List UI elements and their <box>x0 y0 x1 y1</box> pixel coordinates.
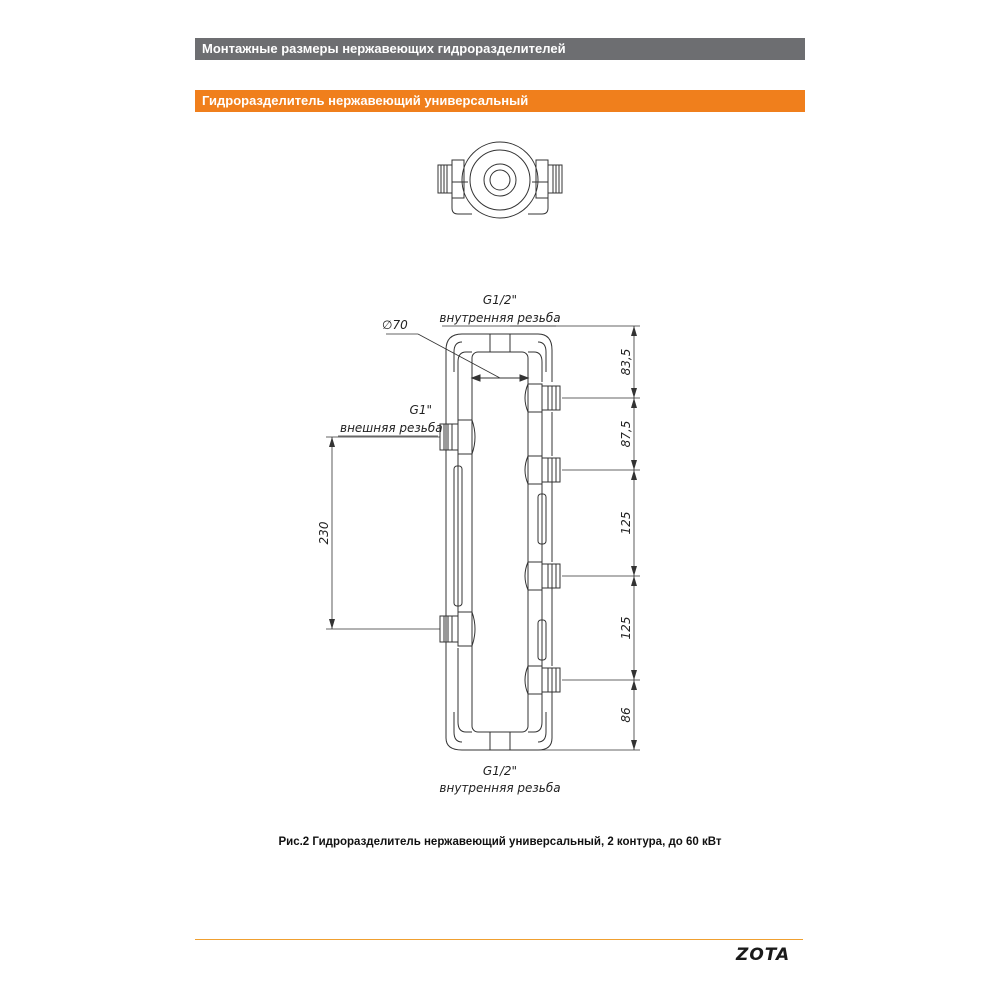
brand-logo: ZOTA <box>736 945 791 965</box>
dimension-83-5: 83,5 <box>619 348 633 376</box>
dimension-86: 86 <box>619 707 633 723</box>
dimension-125-a: 125 <box>619 511 633 535</box>
top-thread-desc: внутренняя резьба <box>439 311 561 325</box>
bottom-thread-label: G1/2" <box>482 764 518 778</box>
left-dimension <box>326 437 440 629</box>
left-nipple-top <box>440 420 475 454</box>
side-thread-desc: внешняя резьба <box>340 421 443 435</box>
left-nipple-bottom <box>440 612 475 646</box>
front-view <box>446 334 552 750</box>
section-title: Гидроразделитель нержавеющий универсальный <box>195 90 805 112</box>
right-nipple-1 <box>525 384 560 412</box>
right-dimension-chain <box>510 326 640 750</box>
right-nipple-2 <box>525 456 560 484</box>
header-title: Монтажные размеры нержавеющих гидроразделителей <box>195 38 805 60</box>
side-thread-label: G1" <box>409 403 432 417</box>
figure-caption: Рис.2 Гидроразделитель нержавеющий универсальный, 2 контура, до 60 кВт <box>278 836 722 848</box>
dimension-125-b: 125 <box>619 616 633 640</box>
diameter-label: ∅70 <box>382 318 408 332</box>
right-nipple-3 <box>525 562 560 590</box>
top-view <box>438 142 562 218</box>
dimension-230: 230 <box>317 521 331 545</box>
bottom-thread-desc: внутренняя резьба <box>439 781 561 795</box>
right-nipple-4 <box>525 666 560 694</box>
top-thread-label: G1/2" <box>482 293 518 307</box>
dimension-87-5: 87,5 <box>619 420 633 448</box>
footer-divider <box>195 939 803 940</box>
